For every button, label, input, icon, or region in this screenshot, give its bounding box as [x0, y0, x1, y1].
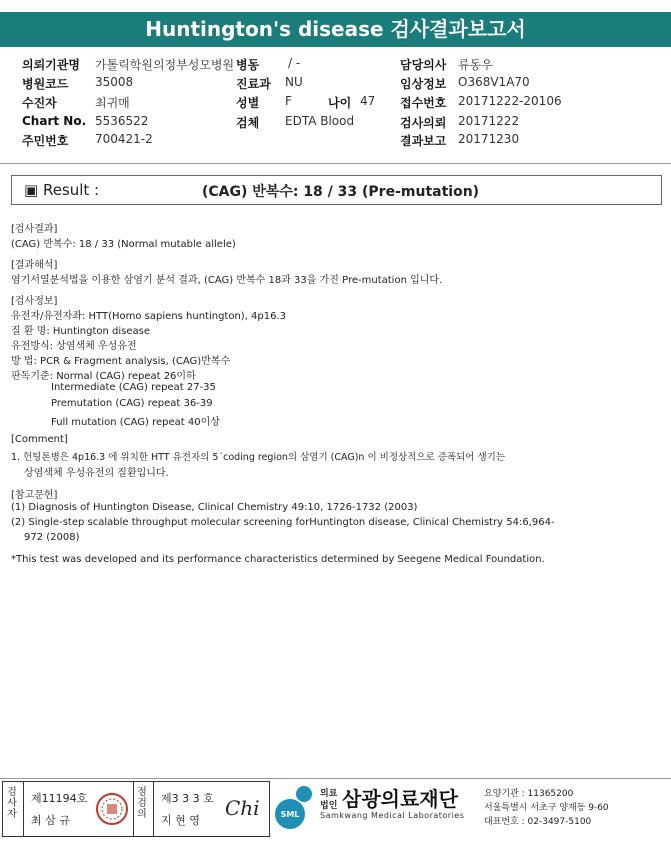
id-value: 700421-2 — [95, 132, 153, 146]
age-label: 나이 — [328, 96, 352, 110]
agency-code: 요양기관 : 11365200 — [484, 789, 574, 799]
result-box — [11, 175, 662, 205]
report-title: Huntington's disease 검사결과보고서 — [0, 12, 671, 47]
section-heading: [검사정보] — [11, 296, 58, 307]
sex-label: 성별 — [236, 96, 260, 110]
body-line: 1. 헌팅톤병은 4p16.3 에 위치한 HTT 유전자의 5´coding region의 삼염기 (CAG)n 이 비정상적으로 증폭되어 생기는 — [11, 452, 505, 463]
reviewer-number: 제3 3 3 호 — [161, 792, 214, 805]
body-line: 질 환 명: Huntington disease — [11, 326, 150, 337]
examiner-name: 최 삼 규 — [31, 814, 70, 827]
hospital-code-value: 35008 — [95, 75, 134, 89]
body-line: 유전방식: 상염색체 우성유전 — [11, 341, 137, 352]
logo-text: SML — [280, 810, 300, 819]
section-heading: [Comment] — [11, 434, 68, 445]
institution-value: 가톨릭학원의정부성모병원 — [95, 58, 235, 72]
patient-info-grid — [0, 52, 671, 157]
reviewer-label: 점검의 — [137, 787, 147, 820]
request-label: 검사의뢰 — [400, 116, 447, 130]
footnote: *This test was developed and its performance characteristics determined by Seegene Medical Foundation. — [11, 554, 545, 565]
id-label: 주민번호 — [22, 134, 69, 148]
chart-value: 5536522 — [95, 114, 149, 128]
signature: Chi — [225, 796, 260, 820]
body-line: 방 법: PCR & Fragment analysis, (CAG)반복수 — [11, 356, 231, 367]
body-line: 상염색체 우성유전의 질환입니다. — [24, 468, 169, 479]
result-label: ▣ Result : — [24, 181, 100, 199]
org-small-2: 법인 — [320, 801, 338, 811]
signature-box — [2, 781, 270, 837]
reviewer-name: 지 현 영 — [161, 814, 200, 827]
dept-label: 진료과 — [236, 77, 271, 91]
org-name-en: Samkwang Medical Laboratories — [320, 811, 465, 820]
body-line: (1) Diagnosis of Huntington Disease, Clinical Chemistry 49:10, 1726-1732 (2003) — [11, 502, 418, 513]
receipt-label: 접수번호 — [400, 96, 447, 110]
divider — [23, 782, 24, 836]
ward-label: 병동 — [236, 58, 260, 72]
hospital-code-label: 병원코드 — [22, 77, 69, 91]
sml-logo-icon — [274, 784, 318, 830]
body-line: (2) Single-step scalable throughput molecular screening forHuntington disease, Clinical Chemistry 54:6,964- — [11, 517, 555, 528]
footer-divider — [0, 778, 671, 779]
body-line: 972 (2008) — [24, 532, 80, 543]
doctor-value: 류동우 — [458, 58, 493, 72]
divider — [153, 782, 154, 836]
sex-value: F — [285, 94, 292, 108]
report-date-label: 결과보고 — [400, 134, 447, 148]
body-line: Intermediate (CAG) repeat 27-35 — [51, 382, 216, 393]
report-date-value: 20171230 — [458, 132, 520, 146]
body-line: 유전자/유전자좌: HTT(Homo sapiens huntington), 4p16.3 — [11, 311, 287, 322]
patient-label: 수진자 — [22, 96, 57, 110]
body-line: Premutation (CAG) repeat 36-39 — [51, 398, 213, 409]
body-line: Full mutation (CAG) repeat 40이상 — [51, 417, 220, 428]
seal-stamp-icon — [95, 792, 129, 826]
section-heading: [참고문헌] — [11, 490, 58, 501]
phone: 대표번호 : 02-3497-5100 — [484, 817, 592, 827]
section-heading: [검사결과] — [11, 224, 58, 235]
chart-label: Chart No. — [22, 114, 87, 128]
specimen-value: EDTA Blood — [285, 114, 355, 128]
org-name: 삼광의료재단 — [342, 787, 458, 811]
age-value: 47 — [360, 94, 376, 108]
specimen-label: 검체 — [236, 116, 260, 130]
divider — [133, 782, 134, 836]
section-heading: [결과해석] — [11, 260, 58, 271]
body-line: (CAG) 반복수: 18 / 33 (Normal mutable allele) — [11, 239, 236, 250]
examiner-number: 제11194호 — [31, 792, 88, 805]
institution-label: 의뢰기관명 — [22, 58, 80, 72]
org-small-1: 의료 — [320, 789, 338, 799]
examiner-label: 검사자 — [7, 787, 17, 820]
dept-value: NU — [285, 75, 303, 89]
patient-value: 최귀매 — [95, 96, 130, 110]
body-line: 판독기준: Normal (CAG) repeat 26이하 — [11, 371, 196, 382]
result-value: (CAG) 반복수: 18 / 33 (Pre-mutation) — [202, 184, 480, 200]
receipt-value: 20171222-20106 — [458, 94, 562, 108]
info-divider — [0, 163, 671, 164]
ward-value: / - — [288, 56, 301, 70]
request-value: 20171222 — [458, 114, 520, 128]
address: 서울특별시 서초구 양재동 9-60 — [484, 803, 609, 813]
clinical-value: O368V1A70 — [458, 75, 530, 89]
body-line: 염기서열분석법을 이용한 삼염기 분석 결과, (CAG) 반복수 18과 33을 가진 Pre-mutation 입니다. — [11, 275, 443, 286]
doctor-label: 담당의사 — [400, 58, 447, 72]
clinical-label: 임상정보 — [400, 77, 447, 91]
